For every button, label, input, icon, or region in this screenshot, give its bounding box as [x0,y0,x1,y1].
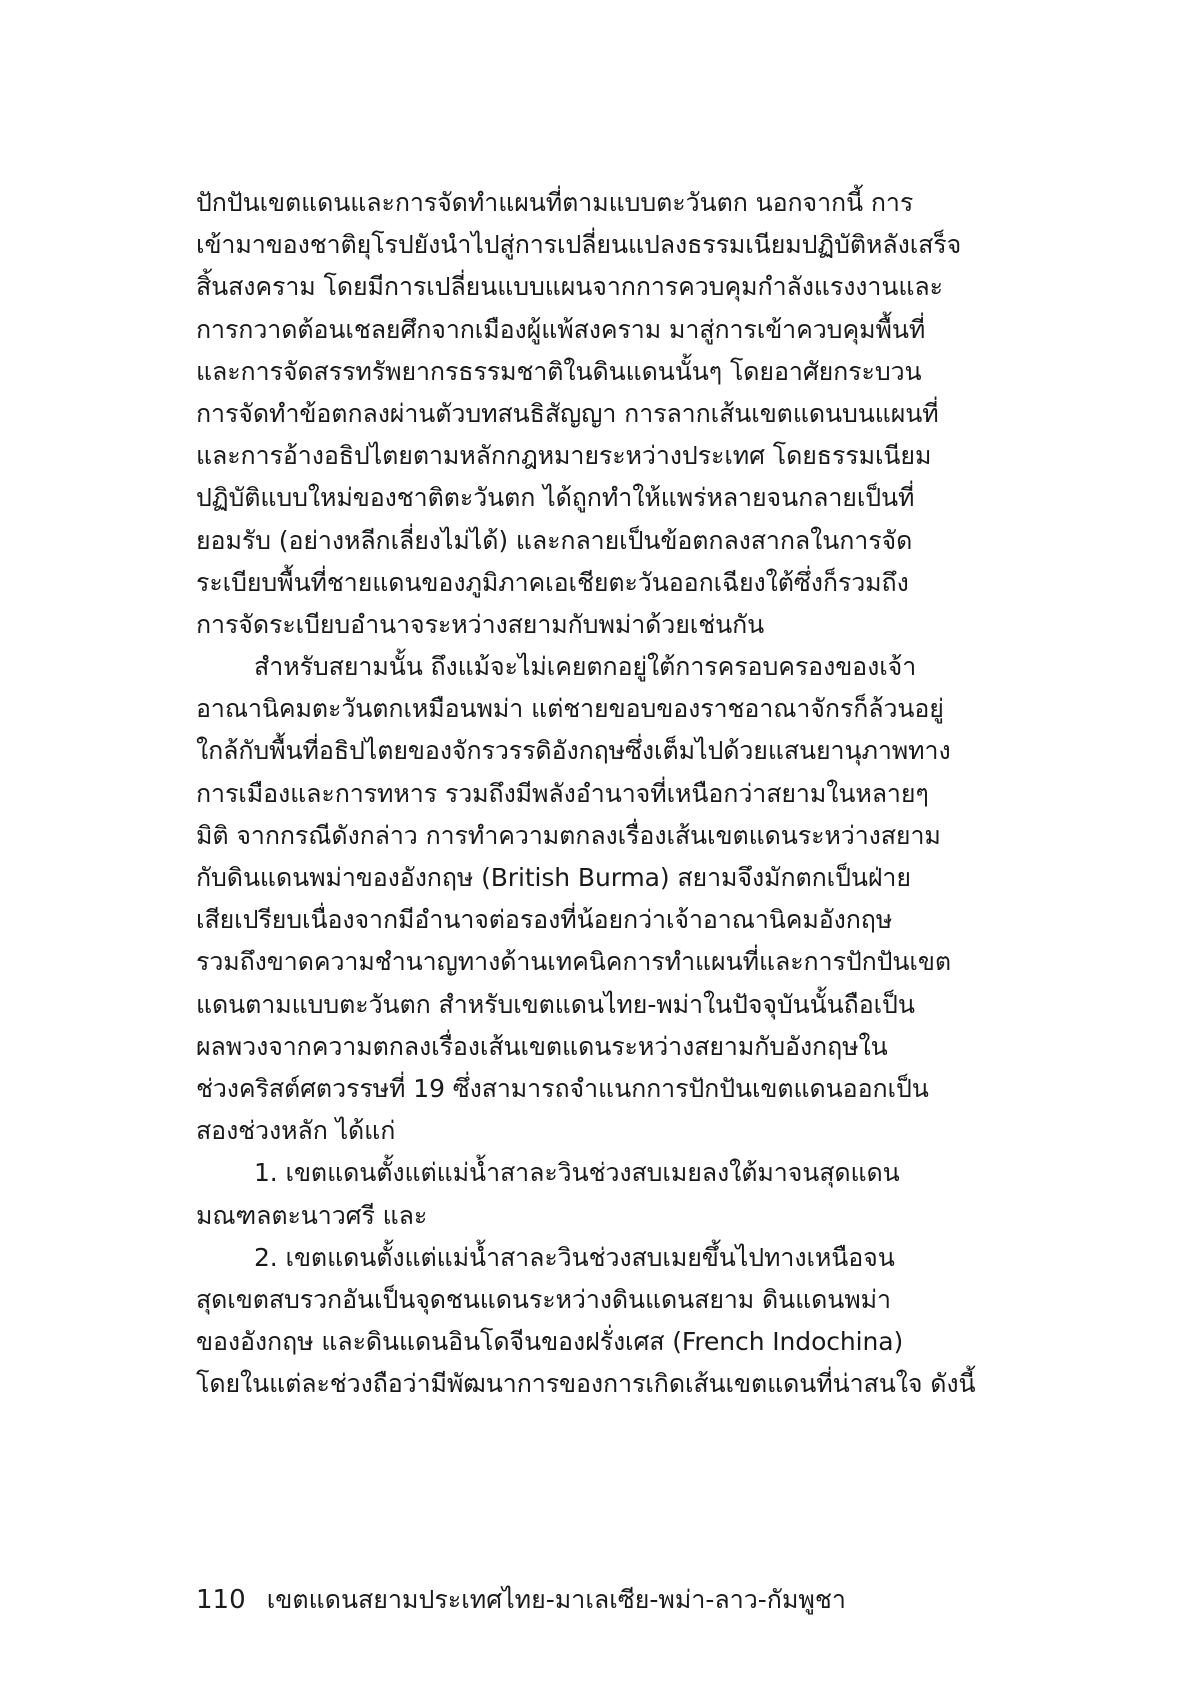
text-line: การจัดระเบียบอำนาจระหว่างสยามกับพม่าด้วยเช่นกัน [196,609,765,639]
text-line: การจัดทำข้อตกลงผ่านตัวบทสนธิสัญญา การลากเส้นเขตแดนบนแผนที่ [196,398,939,428]
page-number: 110 [196,1585,246,1615]
page-footer [196,1580,846,1620]
text-line: ผลพวงจากความตกลงเรื่องเส้นเขตแดนระหว่างสยามกับอังกฤษใน [196,1031,888,1061]
text-line: ปฏิบัติแบบใหม่ของชาติตะวันตก ได้ถูกทำให้แพร่หลายจนกลายเป็นที่ [196,483,915,513]
text-line: ช่วงคริสต์ศตวรรษที่ 19 ซึ่งสามารถจำแนกการปักปันเขตแดนออกเป็น [196,1073,929,1103]
text-line: การกวาดต้อนเชลยศึกจากเมืองผู้แพ้สงคราม มาสู่การเข้าควบคุมพื้นที่ [196,314,926,344]
text-line: มิติ จากกรณีดังกล่าว การทำความตกลงเรื่องเส้นเขตแดนระหว่างสยาม [196,820,941,850]
body-text [196,182,976,1405]
text-line: รวมถึงขาดความชำนาญทางด้านเทคนิคการทำแผนที่และการปักปันเขต [196,947,951,977]
text-line: และการจัดสรรทรัพยากรธรรมชาติในดินแดนนั้นๆ โดยอาศัยกระบวน [196,356,922,386]
text-line: กับดินแดนพม่าของอังกฤษ (British Burma) สยามจึงมักตกเป็นฝ่าย [196,863,911,892]
list-item-2-line: 2. เขตแดนตั้งแต่แม่น้ำสาละวินช่วงสบเมยขึ้นไปทางเหนือจน [254,1242,895,1272]
text-line: โดยในแต่ละช่วงถือว่ามีพัฒนาการของการเกิดเส้นเขตแดนที่น่าสนใจ ดังนี้ [196,1369,976,1399]
text-line: สิ้นสงคราม โดยมีการเปลี่ยนแบบแผนจากการควบคุมกำลังแรงงานและ [196,272,943,302]
text-line: ระเบียบพื้นที่ชายแดนของภูมิภาคเอเชียตะวันออกเฉียงใต้ซึ่งก็รวมถึง [196,567,909,597]
text-line: และการอ้างอธิปไตยตามหลักกฎหมายระหว่างประเทศ โดยธรรมเนียม [196,441,932,471]
text-line: ปักปันเขตแดนและการจัดทำแผนที่ตามแบบตะวันตก นอกจากนี้ การ [196,188,914,217]
text-line: ยอมรับ (อย่างหลีกเลี่ยงไม่ได้) และกลายเป็นข้อตกลงสากลในการจัด [196,525,913,555]
running-title: เขตแดนสยามประเทศไทย-มาเลเซีย-พม่า-ลาว-กัมพูชา [266,1585,846,1614]
text-line: อาณานิคมตะวันตกเหมือนพม่า แต่ชายขอบของราชอาณาจักรก็ล้วนอยู่ [196,694,944,724]
text-line: ใกล้กับพื้นที่อธิปไตยของจักรวรรดิอังกฤษซึ่งเต็มไปด้วยแสนยานุภาพทาง [196,736,951,766]
list-item-1-line: 1. เขตแดนตั้งแต่แม่น้ำสาละวินช่วงสบเมยลงใต้มาจนสุดแดน [254,1158,900,1188]
text-line: การเมืองและการทหาร รวมถึงมีพลังอำนาจที่เหนือกว่าสยามในหลายๆ [196,778,929,808]
text-line: เสียเปรียบเนื่องจากมีอำนาจต่อรองที่น้อยกว่าเจ้าอาณานิคมอังกฤษ [196,905,893,935]
text-line: สุดเขตสบรวกอันเป็นจุดชนแดนระหว่างดินแดนสยาม ดินแดนพม่า [196,1284,891,1314]
text-line: มณฑลตะนาวศรี และ [196,1200,428,1230]
text-line: เข้ามาของชาติยุโรปยังนำไปสู่การเปลี่ยนแปลงธรรมเนียมปฏิบัติหลังเสร็จ [196,230,962,260]
text-line: แดนตามแบบตะวันตก สำหรับเขตแดนไทย-พม่าในปัจจุบันนั้นถือเป็น [196,989,915,1019]
text-line: สองช่วงหลัก ได้แก่ [196,1116,396,1146]
paragraph-start-line: สำหรับสยามนั้น ถึงแม้จะไม่เคยตกอยู่ใต้การครอบครองของเจ้า [254,652,917,682]
text-line: ของอังกฤษ และดินแดนอินโดจีนของฝรั่งเศส (French Indochina) [196,1327,904,1357]
